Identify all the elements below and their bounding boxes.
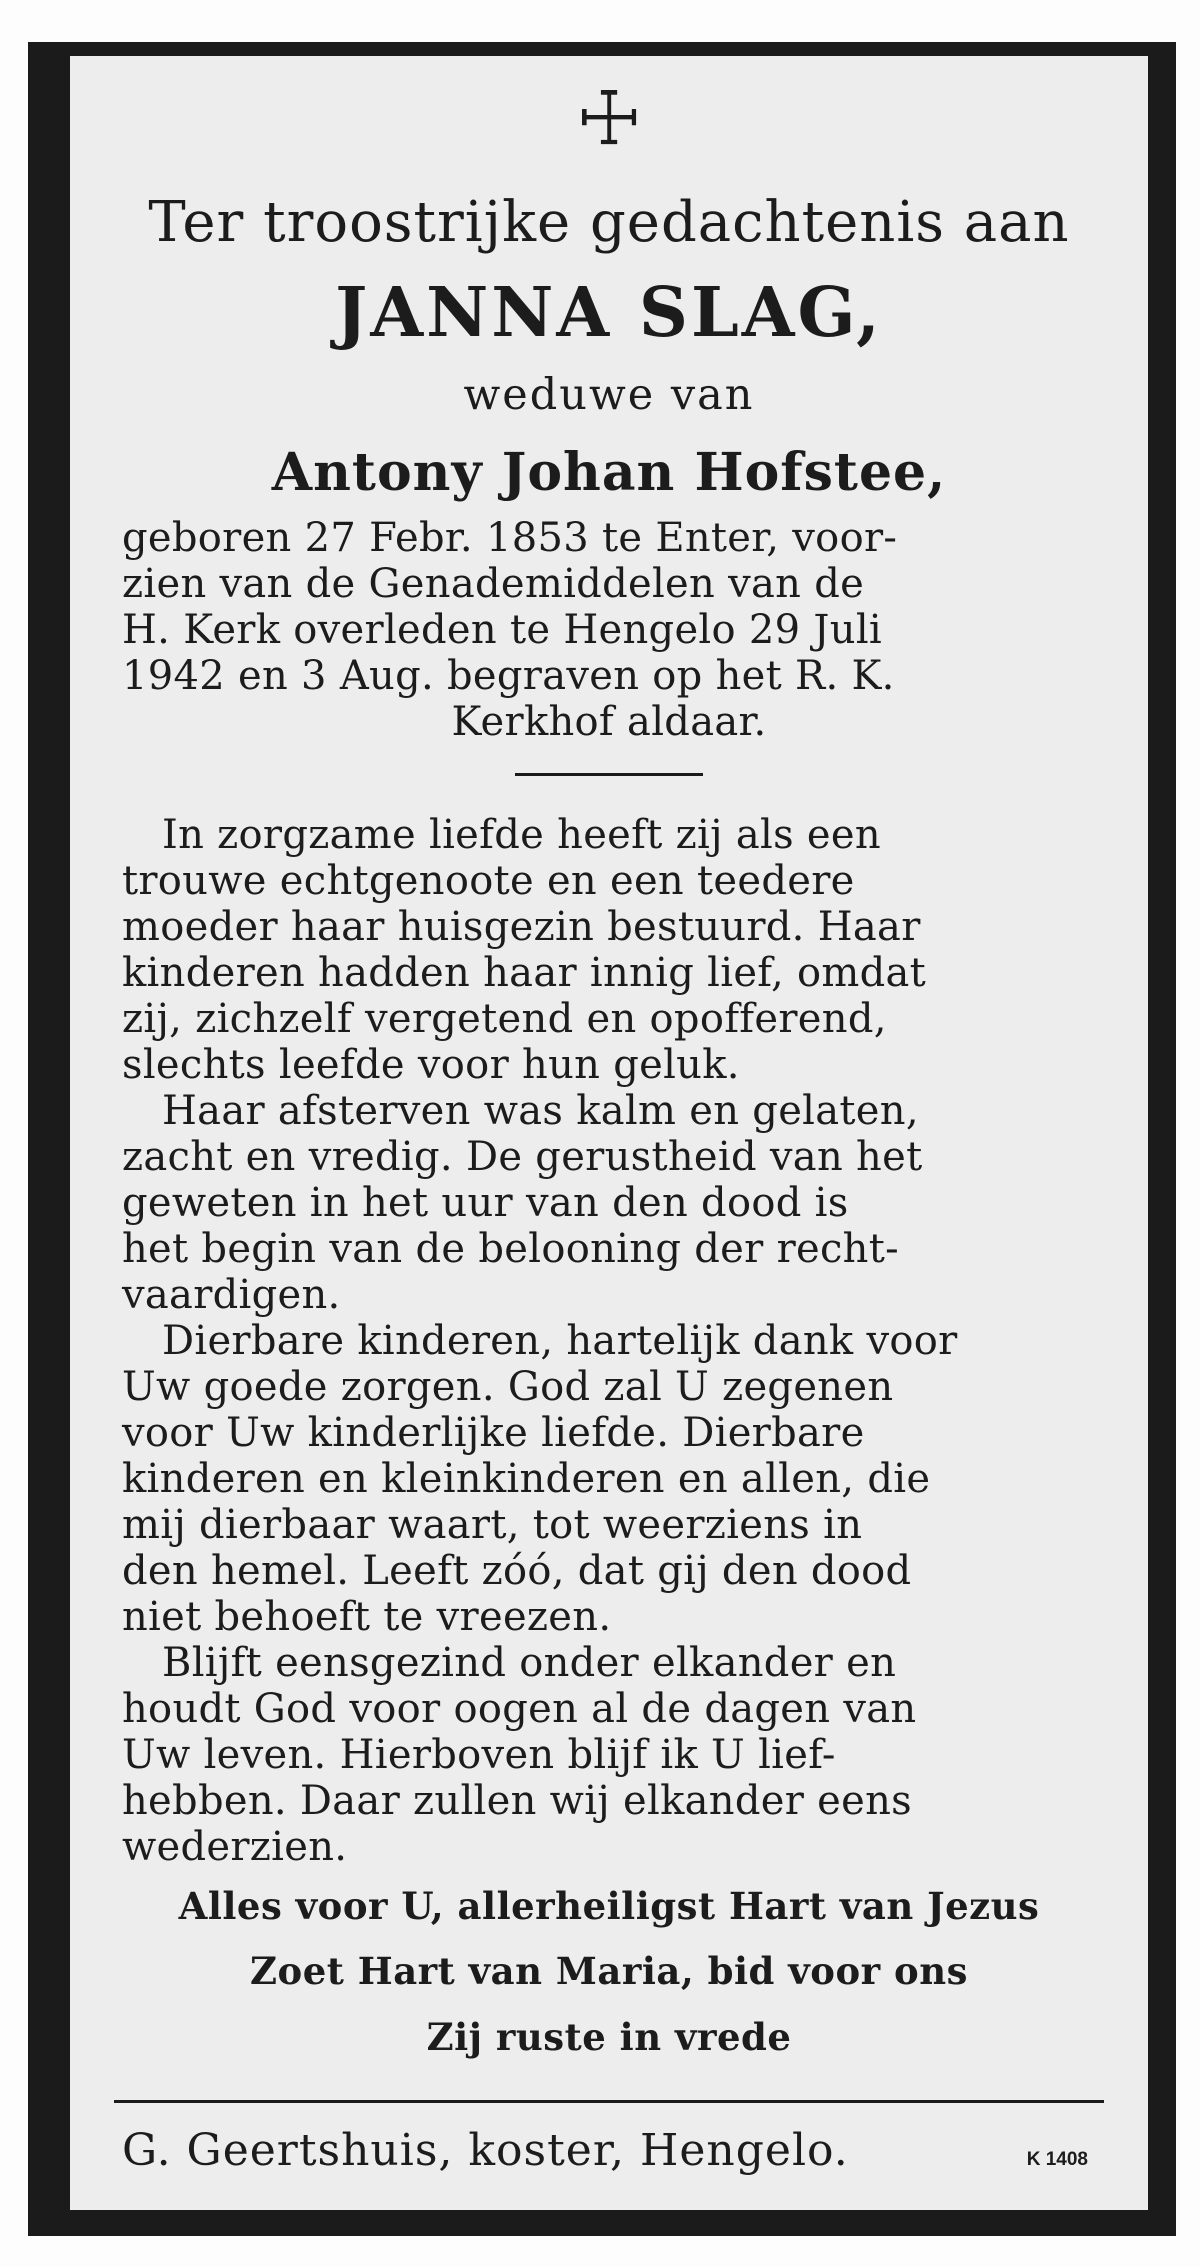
prayer-line: Zij ruste in vrede [426, 2015, 792, 2060]
prayer-line: Alles voor U, allerheiligst Hart van Jezus [178, 1884, 1040, 1929]
text-line: mij dierbaar waart, tot weerziens in [122, 1502, 863, 1549]
text-line: zij, zichzelf vergetend en opofferend, [122, 996, 887, 1043]
paragraph-2 [122, 1088, 1096, 1318]
text-line: Blijft eensgezind onder elkander en [162, 1640, 897, 1687]
text-line: geweten in het uur van den dood is [122, 1180, 849, 1227]
text-line: slechts leefde voor hun geluk. [122, 1042, 740, 1089]
text-line: Dierbare kinderen, hartelijk dank voor [162, 1318, 958, 1365]
husband-name: Antony Johan Hofstee, [271, 442, 947, 504]
deceased-name: JANNA SLAG, [335, 272, 883, 353]
text-line: kinderen en kleinkinderen en allen, die [122, 1456, 931, 1503]
prayer-line: Zoet Hart van Maria, bid voor ons [250, 1948, 968, 1993]
biography [122, 515, 1096, 745]
text-line: het begin van de belooning der recht- [122, 1226, 899, 1273]
divider [515, 773, 703, 776]
text-line: Haar afsterven was kalm en gelaten, [162, 1088, 919, 1135]
text-line: zacht en vredig. De gerustheid van het [122, 1134, 923, 1181]
heading: Ter troostrijke gedachtenis aan [148, 190, 1070, 255]
text-line: moeder haar huisgezin bestuurd. Haar [122, 904, 921, 951]
bio-line: geboren 27 Febr. 1853 te Enter, voor- [122, 515, 898, 562]
text-line: Uw goede zorgen. God zal U zegenen [122, 1364, 894, 1411]
text-line: Uw leven. Hierboven blijf ik U lief- [122, 1732, 836, 1779]
text-line: houdt God voor oogen al de dagen van [122, 1686, 917, 1733]
bio-line: 1942 en 3 Aug. begraven op het R. K. [122, 653, 895, 700]
card-paper [70, 56, 1148, 2210]
text-line: niet behoeft te vreezen. [122, 1594, 612, 1641]
bio-line: H. Kerk overleden te Hengelo 29 Juli [122, 607, 882, 654]
bio-line: zien van de Genademiddelen van de [122, 561, 865, 608]
text-line: den hemel. Leeft zóó, dat gij den dood [122, 1548, 912, 1595]
footer [122, 2125, 1096, 2176]
print-code: K 1408 [1026, 2148, 1088, 2170]
footer-divider [114, 2100, 1104, 2103]
printer-credit: G. Geertshuis, koster, Hengelo. [122, 2124, 849, 2176]
paragraph-3 [122, 1318, 1096, 1640]
widow-of-label: weduwe van [463, 370, 755, 421]
text-line: vaardigen. [122, 1272, 341, 1319]
text-line: In zorgzame liefde heeft zij als een [162, 812, 881, 859]
paragraph-4 [122, 1640, 1096, 1870]
cross-icon: ☩ [575, 76, 643, 162]
memorial-card [28, 42, 1176, 2236]
text-line: hebben. Daar zullen wij elkander eens [122, 1778, 912, 1825]
text-line: kinderen hadden haar innig lief, omdat [122, 950, 927, 997]
text-line: wederzien. [122, 1824, 348, 1871]
bio-line: Kerkhof aldaar. [451, 699, 767, 746]
text-line: trouwe echtgenoote en een teedere [122, 858, 855, 905]
paragraph-1 [122, 812, 1096, 1088]
text-line: voor Uw kinderlijke liefde. Dierbare [122, 1410, 865, 1457]
